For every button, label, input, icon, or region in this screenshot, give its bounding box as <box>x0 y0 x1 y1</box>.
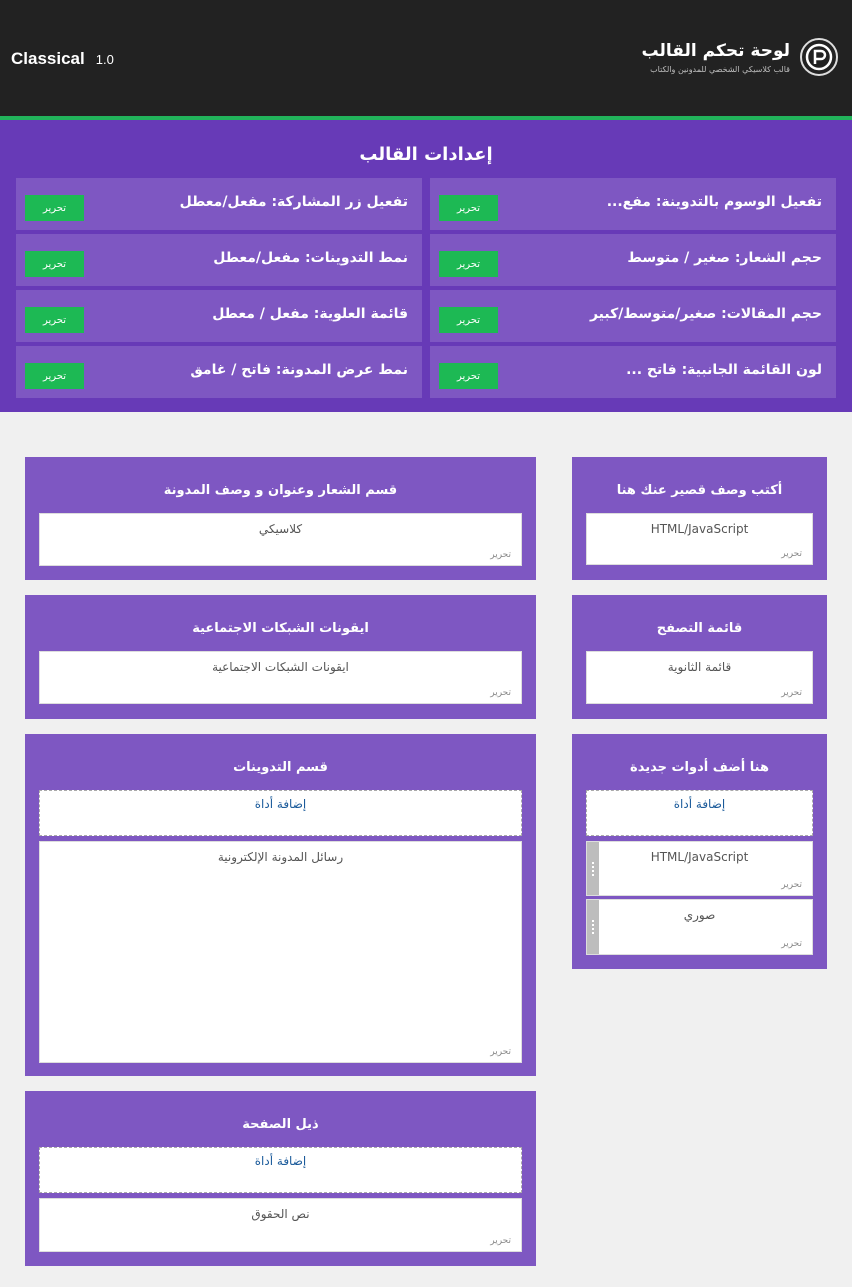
section-footer <box>25 1091 536 1266</box>
widget-edit-link[interactable]: تحرير <box>781 939 802 949</box>
setting-logo-size <box>430 234 836 286</box>
section-title: ايقونات الشبكات الاجتماعية <box>192 621 369 636</box>
add-widget-button[interactable] <box>39 790 522 836</box>
widget-name: رسائل المدونة الإلكترونية <box>217 850 344 864</box>
grip-dots-icon <box>592 920 594 934</box>
edit-button[interactable]: تحرير <box>25 363 84 389</box>
widget-html-2 <box>586 841 813 896</box>
p-circle-logo-icon <box>800 38 838 76</box>
add-widget-label: إضافة أداة <box>673 797 726 811</box>
setting-label: حجم الشعار: صغير / متوسط <box>627 250 822 266</box>
setting-label: حجم المقالات: صغير/متوسط/كبير <box>589 306 822 322</box>
setting-label: نمط عرض المدونة: فاتح / غامق <box>190 362 408 378</box>
brand-version: 1.0 <box>95 52 114 67</box>
section-title: قسم التدوينات <box>233 760 328 775</box>
add-widget-label: إضافة أداة <box>254 1154 307 1168</box>
setting-posts-style <box>16 234 422 286</box>
widget-edit-link[interactable]: تحرير <box>490 1047 511 1057</box>
theme-settings-panel <box>0 120 852 412</box>
settings-title: إعدادات القالب <box>359 144 493 165</box>
widget-name: كلاسيكي <box>258 522 303 536</box>
logo-text <box>641 40 790 74</box>
widget-edit-link[interactable]: تحرير <box>781 688 802 698</box>
edit-button[interactable]: تحرير <box>439 363 498 389</box>
add-widget-label: إضافة أداة <box>254 797 307 811</box>
widget-name: HTML/JavaScript <box>650 522 749 536</box>
widget-copyright <box>39 1198 522 1252</box>
section-tools <box>572 734 827 969</box>
setting-label: تفعيل زر المشاركة: مفعل/معطل <box>179 194 408 210</box>
setting-article-size <box>430 290 836 342</box>
widget-edit-link[interactable]: تحرير <box>781 549 802 559</box>
edit-button[interactable]: تحرير <box>439 307 498 333</box>
setting-label: تفعيل الوسوم بالتدوينة: مفع... <box>606 194 822 210</box>
setting-display-mode <box>16 346 422 398</box>
section-social <box>25 595 536 719</box>
widget-name: صوري <box>683 908 716 922</box>
edit-button[interactable]: تحرير <box>25 195 84 221</box>
edit-button[interactable]: تحرير <box>25 251 84 277</box>
widget-blog-posts <box>39 841 522 1063</box>
widget-edit-link[interactable]: تحرير <box>490 550 511 560</box>
section-title: قائمة التصفح <box>656 621 743 636</box>
section-logo <box>25 457 536 580</box>
section-posts <box>25 734 536 1076</box>
widget-edit-link[interactable]: تحرير <box>781 880 802 890</box>
widget-image <box>586 899 813 955</box>
dashboard-logo <box>641 38 838 76</box>
widget-name: نص الحقوق <box>251 1207 310 1221</box>
widget-name: HTML/JavaScript <box>650 850 749 864</box>
section-title: ذيل الصفحة <box>242 1117 319 1132</box>
top-header <box>0 0 852 116</box>
widget-social-icons <box>39 651 522 704</box>
setting-label: لون القائمة الجانبية: فاتح ... <box>626 362 822 378</box>
setting-top-menu <box>16 290 422 342</box>
setting-tags <box>430 178 836 230</box>
add-widget-button[interactable] <box>39 1147 522 1193</box>
logo-title: لوحة تحكم القالب <box>641 41 790 61</box>
section-title: أكتب وصف قصير عنك هنا <box>616 483 783 498</box>
add-widget-button[interactable] <box>586 790 813 836</box>
widget-edit-link[interactable]: تحرير <box>490 688 511 698</box>
setting-sidebar-color <box>430 346 836 398</box>
section-about <box>572 457 827 580</box>
widget-name: ايقونات الشبكات الاجتماعية <box>212 660 349 674</box>
widget-name: قائمة الثانوية <box>667 660 732 674</box>
edit-button[interactable]: تحرير <box>25 307 84 333</box>
section-pages <box>572 595 827 719</box>
logo-subtitle: قالب كلاسيكي الشخصي للمدونين والكتاب <box>650 65 790 74</box>
section-title: هنا أضف أدوات جديدة <box>630 760 769 775</box>
widget-secondary-menu <box>586 651 813 704</box>
section-title: قسم الشعار وعنوان و وصف المدونة <box>163 483 398 498</box>
widget-html <box>586 513 813 565</box>
brand-name: Classical <box>11 49 85 68</box>
setting-label: قائمة العلوية: مفعل / معطل <box>212 306 408 322</box>
widget-logo <box>39 513 522 566</box>
setting-share-button <box>16 178 422 230</box>
edit-button[interactable]: تحرير <box>439 195 498 221</box>
brand <box>11 49 114 69</box>
widget-edit-link[interactable]: تحرير <box>490 1236 511 1246</box>
edit-button[interactable]: تحرير <box>439 251 498 277</box>
setting-label: نمط التدوينات: مفعل/معطل <box>213 250 408 266</box>
